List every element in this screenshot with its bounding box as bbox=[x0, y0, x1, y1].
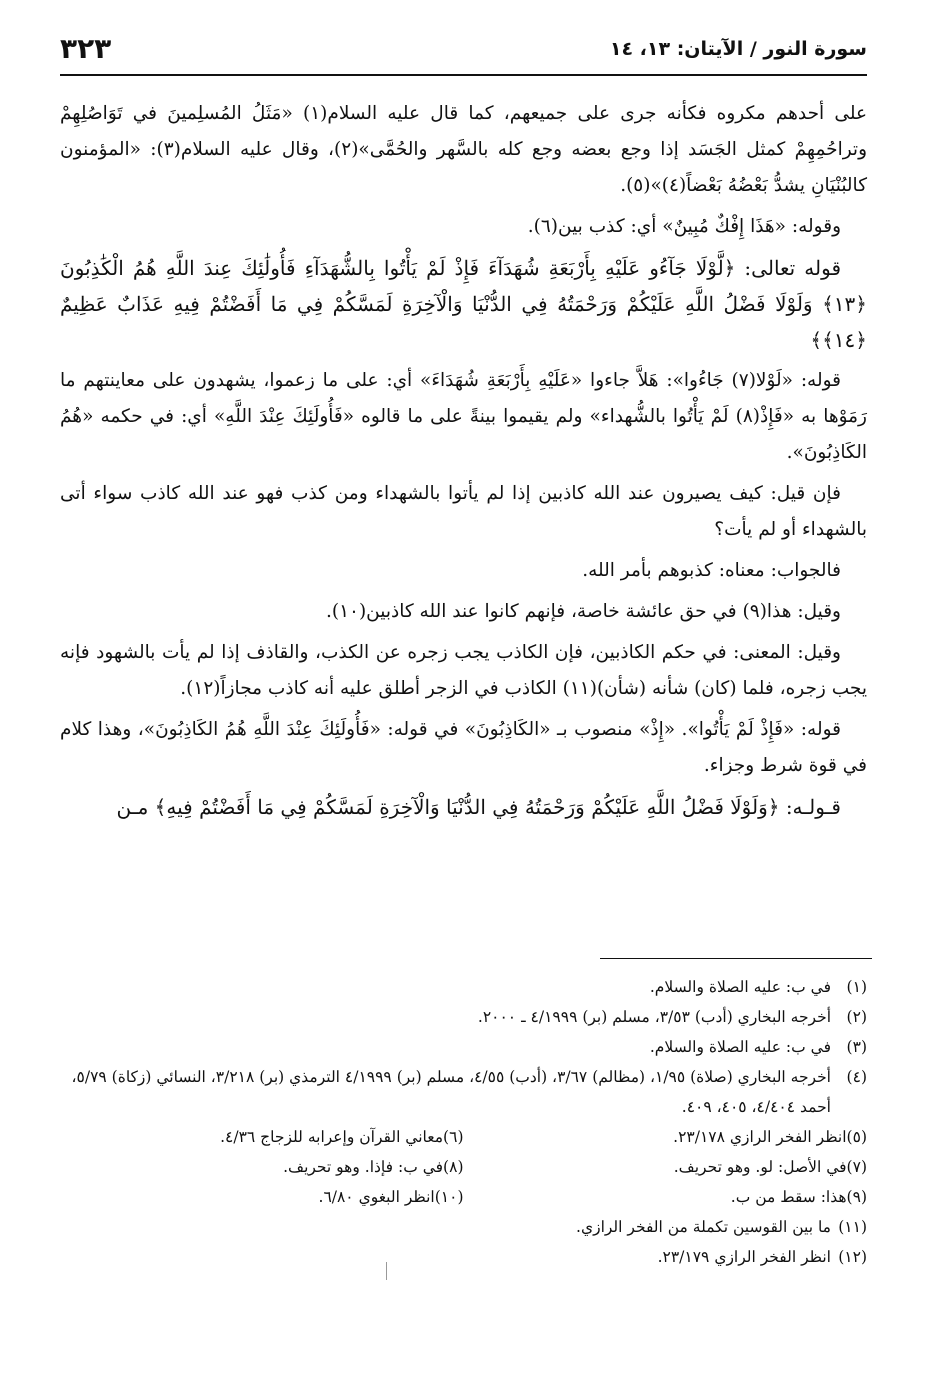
footnote-number: (١١) bbox=[838, 1218, 867, 1236]
footnote-number: (٨) bbox=[443, 1158, 464, 1176]
footnote bbox=[60, 1032, 867, 1062]
footnote bbox=[60, 1002, 867, 1032]
quran-verse-paragraph: قوله تعالى: ﴿لَّوْلَا جَآءُو عَلَيْهِ بِأَرْبَعَةِ شُهَدَآءَ فَإِذْ لَمْ يَأْتُوا بِالشُّهَدَآءِ فَأُولَٰئِكَ عِندَ اللَّهِ هُمُ الْكَٰذِبُونَ ﴿١٣﴾ وَلَوْلَا فَضْلُ اللَّهِ عَلَيْكُمْ وَرَحْمَتُهُ فِي الدُّنْيَا وَالْآخِرَةِ لَمَسَّكُمْ فِي مَا أَفَضْتُمْ فِيهِ عَذَابٌ عَظِيمٌ ﴿١٤﴾﴾ bbox=[60, 256, 867, 352]
footnote-text: انظر الفخر الرازي ٢٣/١٧٨. bbox=[673, 1128, 847, 1146]
quran-verse-paragraph: قـولـه: ﴿وَلَوْلَا فَضْلُ اللَّهِ عَلَيْكُمْ وَرَحْمَتُهُ فِي الدُّنْيَا وَالْآخِرَةِ لَمَسَّكُمْ فِي مَا أَفَضْتُمْ فِيهِ﴾ مـن bbox=[116, 795, 841, 819]
footnote-text: ما بين القوسين تكملة من الفخر الرازي. bbox=[576, 1218, 831, 1236]
paragraph: على أحدهم مكروه فكأنه جرى على جميعهم، كما قال عليه السلام(١) «مَثَلُ المُسلِمينَ في تَوَاصُلِهِمْ وتراحُمِهِمْ كمثل الجَسَد إذا وجع بعضه وجع كله بالسَّهر والحُمَّى»(٢)، وقال عليه السلام(٣): «المؤمنون كالبُنْيَانِ يشدُّ بَعْضُهُ بَعْضاً(٤)»(٥). bbox=[60, 103, 868, 196]
page-header bbox=[60, 30, 867, 76]
paragraph: فالجواب: معناه: كذبوهم بأمر الله. bbox=[582, 560, 841, 581]
footnote-text: في ب: فإذا. وهو تحريف. bbox=[283, 1158, 444, 1176]
footnote-text: انظر البغوي ٦/٨٠. bbox=[318, 1188, 435, 1206]
paragraph: وقيل: المعنى: في حكم الكاذبين، فإن الكاذب يجب زجره عن الكذب، والقاذف إذا لم يأت بالشهود فإنه يجب زجره، فلما (كان) شأنه (شأن)(١١) الكاذب في الزجر أطلق عليه أنه كاذب مجازاً(١٢). bbox=[60, 642, 867, 699]
footnote bbox=[60, 1152, 464, 1182]
footnote-text: في ب: عليه الصلاة والسلام. bbox=[649, 978, 831, 996]
footnote-number: (٩) bbox=[846, 1188, 867, 1206]
footnote bbox=[60, 1212, 867, 1242]
footnote-row bbox=[60, 1152, 867, 1182]
footnote-number: (١) bbox=[846, 978, 867, 996]
footnote-row bbox=[60, 1182, 867, 1212]
footnote bbox=[60, 1062, 867, 1122]
footnote-text: في الأصل: لو. وهو تحريف. bbox=[673, 1158, 847, 1176]
footnote-text: معاني القرآن وإعرابه للزجاج ٤/٣٦. bbox=[220, 1128, 444, 1146]
footnote bbox=[464, 1122, 868, 1152]
footnote-row bbox=[60, 1122, 867, 1152]
paragraph: فإن قيل: كيف يصيرون عند الله كاذبين إذا لم يأتوا بالشهداء ومن كذب فهو عند الله كاذب سواء أتى بالشهداء أو لم يأت؟ bbox=[60, 483, 867, 540]
paragraph: وقيل: هذا(٩) في حق عائشة خاصة، فإنهم كانوا عند الله كاذبين(١٠). bbox=[325, 601, 841, 622]
footnote bbox=[60, 1242, 867, 1272]
footnote-number: (٥) bbox=[846, 1128, 867, 1146]
paragraph: قوله: «فَإِذْ لَمْ يَأْتُوا». «إِذْ» منصوب بـ «الكَاذِبُونَ» في قوله: «فَأُولَئِكَ عِنْدَ اللَّهِ هُمُ الكَاذِبُونَ»، وهذا كلام في قوة شرط وجزاء. bbox=[60, 719, 867, 776]
footnote-text: أخرجه البخاري (أدب) ٣/٥٣، مسلم (بر) ٤/١٩٩٩ ـ ٢٠٠٠. bbox=[477, 1008, 831, 1026]
footnote-number: (٤) bbox=[846, 1068, 867, 1086]
footnote-number: (١٠) bbox=[434, 1188, 464, 1206]
footnote-number: (٧) bbox=[846, 1158, 867, 1176]
footnote-number: (٣) bbox=[846, 1038, 867, 1056]
page-number: ٣٢٣ bbox=[60, 32, 112, 65]
footnote bbox=[60, 1182, 464, 1212]
footnote-number: (٢) bbox=[846, 1008, 867, 1026]
footnote bbox=[60, 1122, 464, 1152]
footnotes bbox=[60, 972, 867, 1272]
footnote-separator bbox=[600, 958, 872, 959]
paragraph: قوله: «لَوْلا(٧) جَاءُوا»: هَلاَّ جاءوا «عَلَيْهِ بِأَرْبَعَةِ شُهَدَاءَ» أي: على ما زعموا، يشهدون على معاينتهم ما رَمَوْها به «فَإِذْ(٨) لَمْ يَأْتُوا بالشُّهداء» ولم يقيموا بينةً على ما قالوه «فَأُولَئِكَ عِنْدَ اللَّهِ» أي: في حكمه «هُمُ الكَاذِبُونَ». bbox=[60, 370, 867, 463]
paragraph: وقوله: «هَذَا إِفْكٌ مُبِينٌ» أي: كذب بين(٦). bbox=[527, 216, 841, 237]
footnote-text: انظر الفخر الرازي ٢٣/١٧٩. bbox=[657, 1248, 831, 1266]
footnote-text: أخرجه البخاري (صلاة) ١/٩٥، (مظالم) ٣/٦٧، (أدب) ٤/٥٥، مسلم (بر) ٤/١٩٩٩ الترمذي (بر) ٣/٢١٨، النسائي (زكاة) ٥/٧٩، أحمد ٤/٤٠٤، ٤٠٥، ٤٠٩. bbox=[71, 1068, 831, 1116]
running-title: سورة النور / الآيتان: ١٣، ١٤ bbox=[609, 38, 867, 60]
footnote-number: (١٢) bbox=[838, 1248, 867, 1266]
main-text bbox=[60, 96, 867, 830]
footnote bbox=[60, 972, 867, 1002]
footnote-number: (٦) bbox=[443, 1128, 464, 1146]
footnote-text: هذا: سقط من ب. bbox=[730, 1188, 847, 1206]
footnote bbox=[464, 1152, 868, 1182]
footnote-text: في ب: عليه الصلاة والسلام. bbox=[649, 1038, 831, 1056]
scan-mark bbox=[386, 1262, 387, 1280]
footnote bbox=[464, 1182, 868, 1212]
